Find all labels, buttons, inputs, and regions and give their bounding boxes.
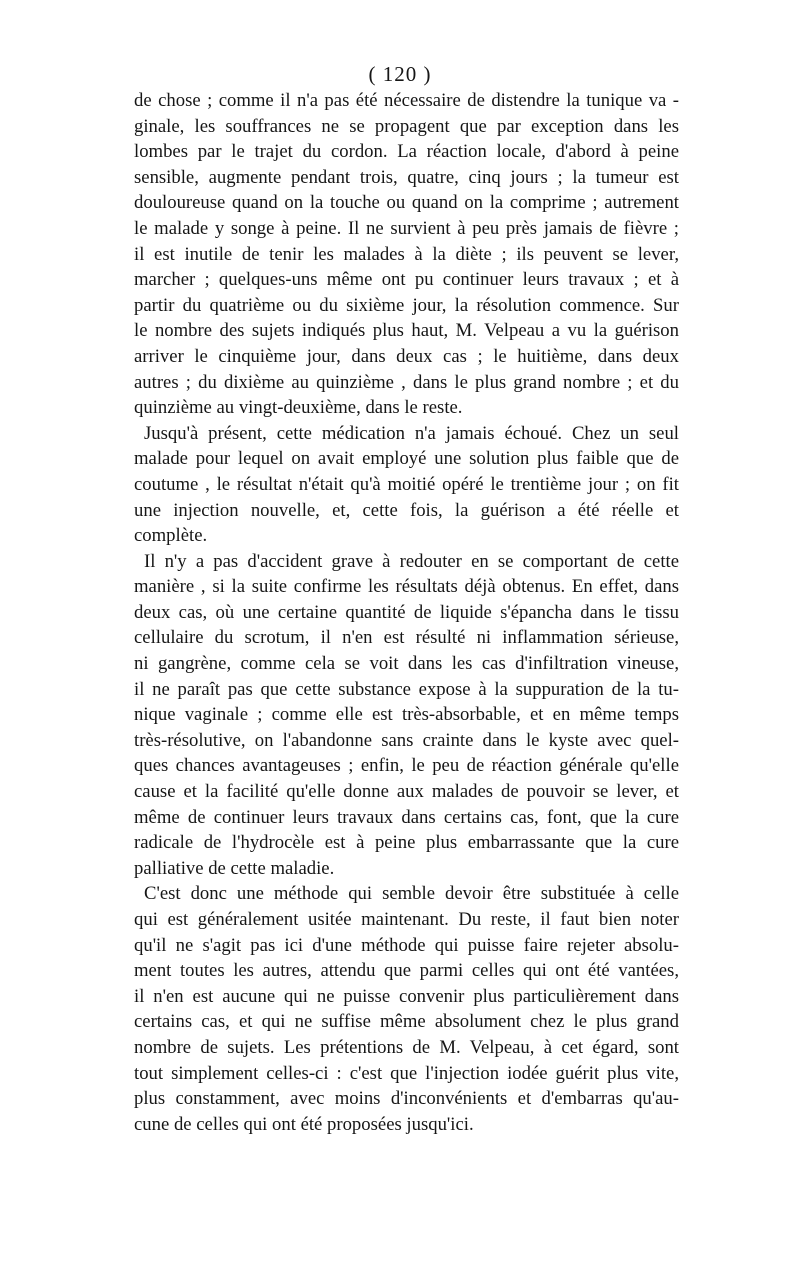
- text-line: douloureuse quand on la touche ou quand on la comprime ; autrement: [134, 192, 679, 214]
- text-line: nombre de sujets. Les prétentions de M. Velpeau, à cet égard, sont: [134, 1036, 679, 1058]
- text-line: même de continuer leurs travaux dans certains cas, font, que la cure: [134, 806, 679, 828]
- text-line: arriver le cinquième jour, dans deux cas ; le huitième, dans deux: [134, 345, 679, 367]
- text-line: nique vaginale ; comme elle est très-absorbable, et en même temps: [134, 704, 679, 726]
- text-line: sensible, augmente pendant trois, quatre, cinq jours ; la tumeur est: [134, 166, 679, 188]
- text-line: coutume , le résultat n'était qu'à moitié opéré le trentième jour ; on fit: [134, 473, 679, 495]
- paragraph-3: [134, 549, 679, 882]
- text-line: plus constamment, avec moins d'inconvénients et d'embarras qu'au-: [134, 1088, 679, 1110]
- paragraph-4: [134, 881, 679, 1137]
- text-line: quinzième au vingt-deuxième, dans le reste.: [134, 397, 463, 419]
- text-line: Il n'y a pas d'accident grave à redouter en se comportant de cette: [144, 550, 679, 572]
- text-line: tout simplement celles-ci : c'est que l'injection iodée guérit plus vite,: [134, 1062, 679, 1084]
- paragraph-2: [134, 421, 679, 549]
- text-line: il n'en est aucune qui ne puisse convenir plus particulièrement dans: [134, 985, 679, 1007]
- text-line: cune de celles qui ont été proposées jusqu'ici.: [134, 1113, 474, 1135]
- text-line: cause et la facilité qu'elle donne aux malades de pouvoir se lever, et: [134, 781, 679, 803]
- text-line: manière , si la suite confirme les résultats déjà obtenus. En effet, dans: [134, 576, 679, 598]
- text-line: cellulaire du scrotum, il n'en est résulté ni inflammation sérieuse,: [134, 627, 679, 649]
- text-line: le nombre des sujets indiqués plus haut, M. Velpeau a vu la guérison: [134, 320, 679, 342]
- text-line: ni gangrène, comme cela se voit dans les cas d'infiltration vineuse,: [134, 653, 679, 675]
- text-line: ques chances avantageuses ; enfin, le peu de réaction générale qu'elle: [134, 755, 679, 777]
- body-text: [134, 88, 679, 1137]
- text-line: une injection nouvelle, et, cette fois, la guérison a été réelle et: [134, 499, 679, 521]
- text-line: autres ; du dixième au quinzième , dans le plus grand nombre ; et du: [134, 371, 679, 393]
- text-line: radicale de l'hydrocèle est à peine plus embarrassante que la cure: [134, 832, 679, 854]
- text-line: Jusqu'à présent, cette médication n'a jamais échoué. Chez un seul: [144, 422, 679, 444]
- text-line: ment toutes les autres, attendu que parmi celles qui ont été vantées,: [134, 960, 679, 982]
- text-line: le malade y songe à peine. Il ne survient à peu près jamais de fièvre ;: [134, 217, 679, 239]
- text-line: marcher ; quelques-uns même ont pu continuer leurs travaux ; et à: [134, 269, 679, 291]
- text-line: de chose ; comme il n'a pas été nécessaire de distendre la tunique va -: [134, 90, 679, 111]
- text-line: lombes par le trajet du cordon. La réaction locale, d'abord à peine: [134, 141, 679, 163]
- text-line: il ne paraît pas que cette substance expose à la suppuration de la tu-: [134, 678, 679, 700]
- text-line: C'est donc une méthode qui semble devoir être substituée à celle: [144, 883, 679, 905]
- page-number: ( 120 ): [368, 62, 432, 86]
- text-line: certains cas, et qui ne suffise même absolument chez le plus grand: [134, 1011, 679, 1033]
- text-line: deux cas, où une certaine quantité de liquide s'épancha dans le tissu: [134, 601, 679, 623]
- text-line: partir du quatrième ou du sixième jour, la résolution commence. Sur: [134, 294, 679, 316]
- text-line: malade pour lequel on avait employé une solution plus faible que de: [134, 448, 679, 470]
- text-line: il est inutile de tenir les malades à la diète ; ils peuvent se lever,: [134, 243, 679, 265]
- text-line: palliative de cette maladie.: [134, 857, 335, 879]
- text-line: très-résolutive, on l'abandonne sans crainte dans le kyste avec quel-: [134, 729, 679, 751]
- text-line: qu'il ne s'agit pas ici d'une méthode qui puisse faire rejeter absolu-: [134, 934, 679, 956]
- paragraph-1: [134, 88, 679, 421]
- text-line: complète.: [134, 525, 208, 547]
- text-line: qui est généralement usitée maintenant. Du reste, il faut bien noter: [134, 909, 679, 930]
- text-line: ginale, les souffrances ne se propagent que par exception dans les: [134, 115, 679, 137]
